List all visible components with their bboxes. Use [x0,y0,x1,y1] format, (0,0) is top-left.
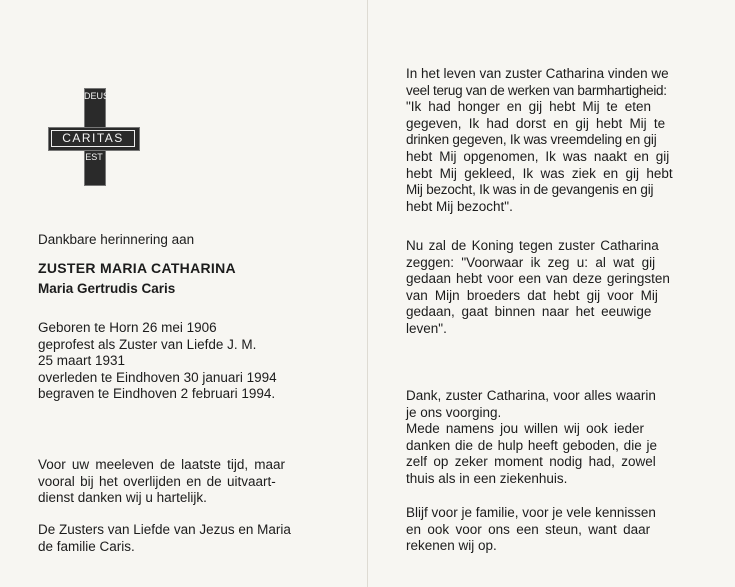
text-line: gedaan, gaat binnen naar het eeuwige [406,304,652,320]
text-line: leven". [406,320,447,336]
bio-line: begraven te Eindhoven 2 februari 1994. [38,386,276,402]
text-line: drinken gegeven, Ik was vreemdeling en gij [406,132,657,148]
biography [38,320,338,403]
works-of-mercy-paragraph [406,66,702,215]
text-line: de familie Caris. [38,538,135,554]
text-line: zeggen: "Voorwaar ik zeg u: al wat gij [406,254,656,270]
text-line: dienst danken wij u hartelijk. [38,490,207,506]
bio-line: Geboren te Horn 26 mei 1906 [38,320,217,335]
caritas-cross-logo [48,88,138,184]
text-line: gedaan hebt voor een van deze geringsten [406,271,670,287]
text-line: De Zusters van Liefde van Jezus en Maria [38,522,291,537]
intro-text: Dankbare herinnering aan [38,232,195,247]
birth-name: Maria Gertrudis Caris [38,281,176,296]
bio-line: overleden te Eindhoven 30 januari 1994 [38,369,277,385]
text-line: In het leven van zuster Catharina vinden we [406,66,669,81]
support-paragraph [406,505,702,555]
text-line: "Ik had honger en gij hebt Mij te eten [406,99,652,115]
logo-text-deus: DEUS [84,91,110,101]
logo-text-caritas: CARITAS [51,130,135,147]
logo-text-est: EST [85,152,103,162]
deceased-name: ZUSTER MARIA CATHARINA [38,260,236,276]
text-line: Nu zal de Koning tegen zuster Catharina [406,238,659,253]
text-line: Blijf voor je familie, voor je vele kennissen [406,505,656,520]
text-line: van Mijn broeders dat hebt gij voor Mij [406,287,658,303]
text-line: veel terug van de werken van barmhartigheid: [406,82,667,98]
text-line: Mij bezocht, Ik was in de gevangenis en gij [406,182,654,198]
bio-line: 25 maart 1931 [38,353,126,369]
text-line: thuis als in een ziekenhuis. [406,470,568,486]
text-line: Voor uw meeleven de laatste tijd, maar [38,457,286,472]
text-line: Mede namens jou willen wij ook ieder [406,421,645,437]
text-line: hebt Mij bezocht". [406,198,513,214]
text-line: en ook voor ons een steun, want daar [406,521,651,537]
king-quote-paragraph [406,238,702,338]
text-line: danken die de hulp heeft geboden, die je [406,437,657,453]
gratitude-paragraph [406,388,702,488]
text-line: zelf op zeker moment nodig had, zowel [406,454,656,470]
text-line: hebt Mij opgenomen, Ik was naakt en gij [406,148,670,164]
text-line: rekenen wij op. [406,538,497,554]
text-line: Dank, zuster Catharina, voor alles waarin [406,388,656,403]
text-line: vooral bij het overlijden en de uitvaart- [38,473,276,489]
thanks-paragraph [38,457,328,507]
signature [38,522,338,555]
bio-line: geprofest als Zuster van Liefde J. M. [38,336,257,352]
text-line: hebt Mij gekleed, Ik was ziek en gij hebt [406,165,673,181]
text-line: je ons voorging. [406,404,502,420]
card-fold-line [367,0,368,587]
text-line: gegeven, Ik had dorst en gij hebt Mij te [406,115,666,131]
